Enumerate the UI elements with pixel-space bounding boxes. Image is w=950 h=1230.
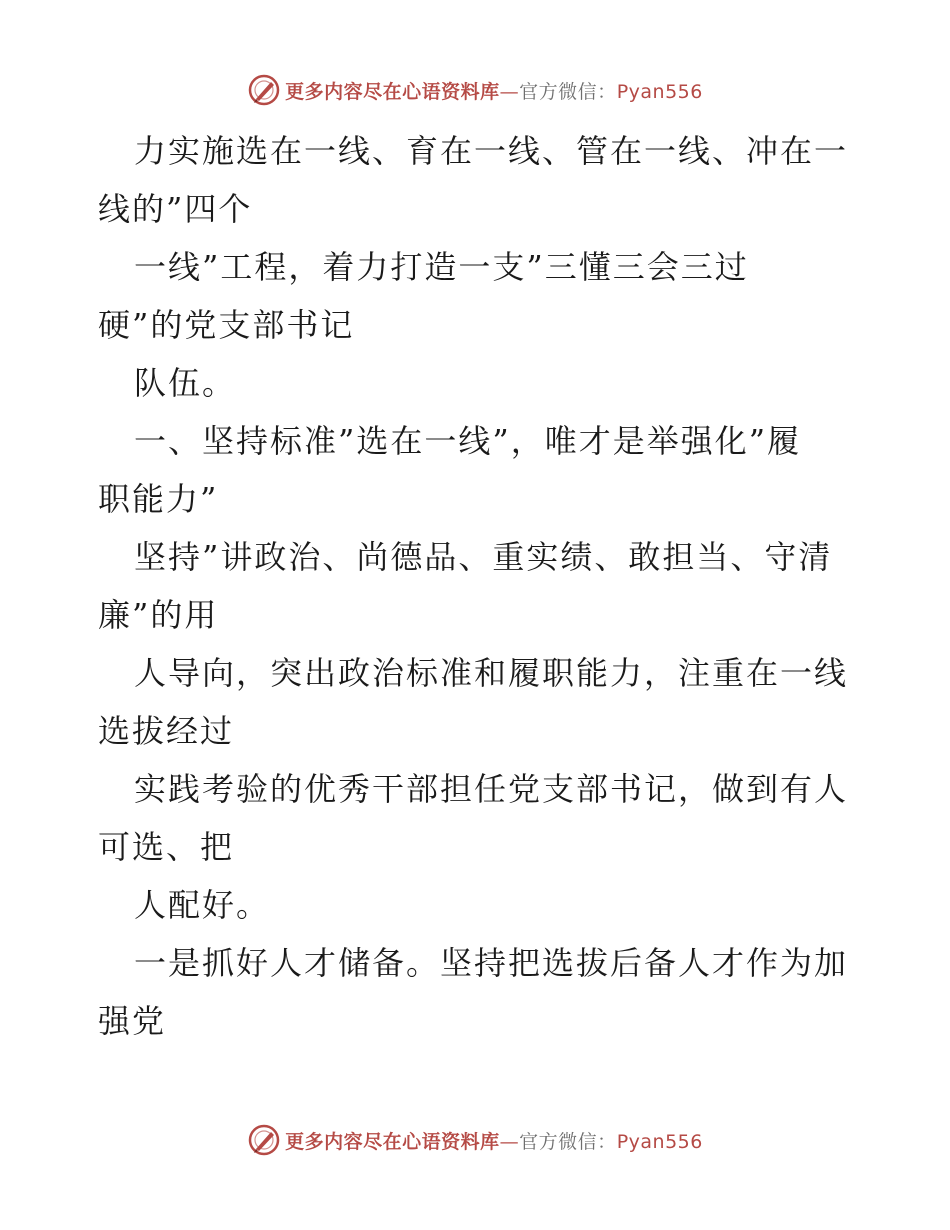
- body-line: 廉”的用: [98, 596, 219, 634]
- header-banner: [0, 70, 950, 110]
- banner-separator: —: [499, 1130, 520, 1153]
- body-line: 一、坚持标准”选在一线”，唯才是举强化”履: [134, 422, 802, 460]
- body-line: 可选、把: [98, 828, 235, 866]
- body-line: 队伍。: [134, 364, 237, 402]
- banner-text: [285, 1127, 703, 1154]
- body-line: 力实施选在一线、育在一线、管在一线、冲在一: [134, 132, 849, 170]
- body-line: 线的”四个: [98, 190, 253, 228]
- banner-site-name: 更多内容尽在心语资料库: [285, 80, 500, 103]
- body-line: 一是抓好人才储备。坚持把选拔后备人才作为加: [134, 944, 849, 982]
- body-line: 一线”工程，着力打造一支”三懂三会三过: [134, 248, 749, 286]
- body-line: 坚持”讲政治、尚德品、重实绩、敢担当、守清: [134, 538, 833, 576]
- banner-wechat-id: Pyan556: [616, 1130, 703, 1153]
- banner-separator: —: [499, 80, 520, 103]
- body-line: 实践考验的优秀干部担任党支部书记，做到有人: [134, 770, 849, 808]
- pen-logo-icon: [247, 1123, 281, 1157]
- document-body: [98, 122, 858, 1050]
- body-line: 职能力”: [98, 480, 219, 518]
- body-line: 选拔经过: [98, 712, 235, 750]
- banner-site-name: 更多内容尽在心语资料库: [285, 1130, 500, 1153]
- body-line: 强党: [98, 1002, 167, 1040]
- body-line: 人导向，突出政治标准和履职能力，注重在一线: [134, 654, 849, 692]
- footer-banner: [0, 1120, 950, 1160]
- banner-wechat-id: Pyan556: [616, 80, 703, 103]
- body-line: 硬”的党支部书记: [98, 306, 355, 344]
- banner-text: [285, 77, 703, 104]
- banner-wechat-label: 官方微信：: [519, 80, 617, 103]
- banner-wechat-label: 官方微信：: [519, 1130, 617, 1153]
- pen-logo-icon: [247, 73, 281, 107]
- body-line: 人配好。: [134, 886, 271, 924]
